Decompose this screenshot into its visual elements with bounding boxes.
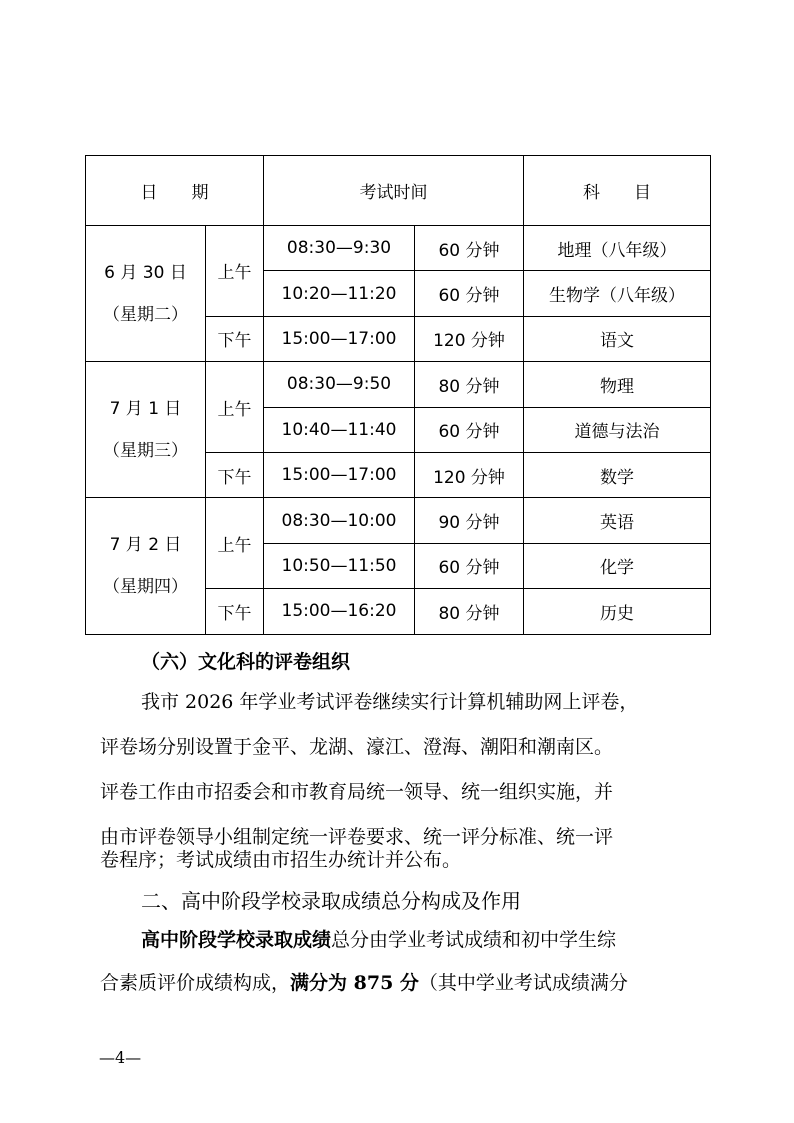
exam-duration: 60 分钟 [415,271,524,316]
exam-subject: 化学 [524,543,711,588]
paragraph-line: 评卷工作由市招委会和市教育局统一领导、统一组织实施，并 [100,781,614,803]
exam-subject: 数学 [524,452,711,497]
weekday-label: （星期三） [103,440,188,461]
exam-duration: 90 分钟 [415,498,524,543]
am-label: 上午 [206,498,264,589]
exam-time: 08:30—10:00 [264,498,415,543]
text-span: （其中学业考试成绩满分 [418,972,628,994]
table-row [86,362,711,407]
paragraph-line: 我市 2026 年学业考试评卷继续实行计算机辅助网上评卷， [141,691,639,713]
exam-time: 08:30—9:50 [264,362,415,407]
exam-subject: 地理（八年级） [524,226,711,271]
exam-schedule-table [85,155,711,635]
header-date: 日 期 [86,156,264,226]
exam-subject: 语文 [524,316,711,361]
exam-duration: 80 分钟 [415,589,524,634]
section-heading-marking: （六）文化科的评卷组织 [141,651,351,673]
section-heading-scores: 二、高中阶段学校录取成绩总分构成及作用 [141,889,521,913]
exam-duration: 120 分钟 [415,452,524,497]
text-span: 总分由学业考试成绩和初中学生综 [331,929,617,951]
am-label: 上午 [206,226,264,317]
date-label: 6 月 30 日 [104,262,187,283]
exam-duration: 80 分钟 [415,362,524,407]
paragraph-line [100,971,680,995]
table-row [86,498,711,543]
date-cell [86,226,206,362]
exam-time: 08:30—9:30 [264,226,415,271]
header-subject: 科 目 [524,156,711,226]
exam-subject: 历史 [524,589,711,634]
table-header-row [86,156,711,226]
bold-phrase: 满分为 875 分 [290,972,419,994]
text-span: 合素质评价成绩构成， [100,972,291,994]
exam-time: 10:40—11:40 [264,407,415,452]
weekday-label: （星期四） [103,576,188,597]
exam-subject: 英语 [524,498,711,543]
paragraph-line: 评卷场分别设置于金平、龙湖、濠江、澄海、潮阳和潮南区。 [100,736,614,758]
paragraph-line-last: 卷程序；考试成绩由市招生办统计并公布。 [100,849,462,871]
pm-label: 下午 [206,316,264,361]
exam-time: 15:00—16:20 [264,589,415,634]
exam-time: 10:20—11:20 [264,271,415,316]
exam-duration: 120 分钟 [415,316,524,361]
exam-duration: 60 分钟 [415,226,524,271]
date-label: 7 月 2 日 [109,534,182,555]
am-label: 上午 [206,362,264,453]
paragraph-line: 由市评卷领导小组制定统一评卷要求、统一评分标准、统一评 [100,826,614,848]
date-cell [86,498,206,634]
exam-time: 15:00—17:00 [264,316,415,361]
exam-time: 15:00—17:00 [264,452,415,497]
exam-subject: 道德与法治 [524,407,711,452]
exam-subject: 生物学（八年级） [524,271,711,316]
exam-time: 10:50—11:50 [264,543,415,588]
exam-subject: 物理 [524,362,711,407]
exam-duration: 60 分钟 [415,543,524,588]
header-time: 考试时间 [264,156,524,226]
paragraph-line [141,928,721,952]
page-number: —4— [99,1048,142,1067]
table-row [86,226,711,271]
pm-label: 下午 [206,452,264,497]
date-label: 7 月 1 日 [109,398,182,419]
exam-duration: 60 分钟 [415,407,524,452]
date-cell [86,362,206,498]
pm-label: 下午 [206,589,264,634]
bold-phrase: 高中阶段学校录取成绩 [141,929,332,951]
weekday-label: （星期二） [103,304,188,325]
